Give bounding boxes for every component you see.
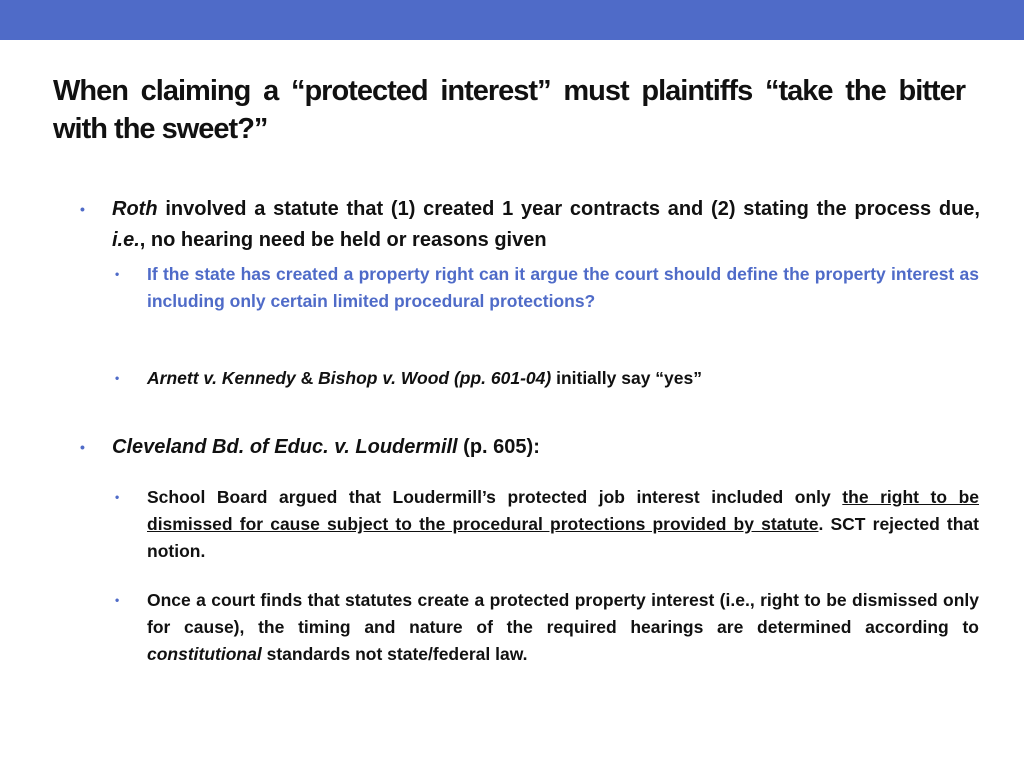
- bullet-dot: •: [115, 490, 120, 504]
- bullet-text: School Board argued that Loudermill’s protected job interest included only: [147, 487, 843, 507]
- ampersand: &: [295, 368, 319, 388]
- bullet-text: , no hearing need be held or reasons given: [139, 229, 547, 251]
- bullet-dot: •: [115, 267, 120, 281]
- sub-bullet-school-board: [115, 484, 980, 565]
- bullet-text: (p. 605):: [457, 436, 540, 458]
- bullet-text: . SCT rejected that notion.: [147, 514, 979, 561]
- case-name-roth: Roth: [112, 198, 158, 220]
- italic-constitutional: constitutional: [147, 644, 262, 664]
- bullet-dot: •: [80, 439, 85, 455]
- case-name-loudermill: Cleveland Bd. of Educ. v. Loudermill: [112, 436, 458, 458]
- bullet-text: standards not state/federal law.: [261, 644, 528, 664]
- sub-bullet-property-right-question: [115, 261, 979, 315]
- bullet-text: involved a statute that (1) created 1 year contracts and (2) stating the process due,: [157, 198, 980, 220]
- bullet-text: initially say “yes”: [551, 368, 702, 388]
- slide-title: When claiming a “protected interest” must plaintiffs “take the bitter with the sweet?”: [53, 75, 965, 145]
- bullet-dot: •: [115, 371, 120, 385]
- bullet-roth: [80, 194, 980, 256]
- bullet-cleveland: [80, 432, 980, 463]
- sub-bullet-once-court: [115, 587, 979, 668]
- bullet-text: If the state has created a property right can it argue the court should define the property interest as including only certain limited procedural protections?: [147, 264, 979, 311]
- abbreviation-ie: i.e.: [112, 229, 140, 251]
- sub-bullet-arnett-bishop: [115, 365, 979, 392]
- bullet-text: Once a court finds that statutes create a protected property interest (i.e., right to be dismissed only for cause), the timing and nature of the required hearings are determined according to: [147, 590, 979, 637]
- underlined-phrase: the right to be dismissed for cause subject to the procedural protections provided by statute: [147, 487, 980, 534]
- bullet-dot: •: [115, 593, 120, 607]
- case-name-arnett: Arnett v. Kennedy: [147, 368, 296, 388]
- case-name-bishop: Bishop v. Wood (pp. 601-04): [318, 368, 552, 388]
- bullet-dot: •: [80, 201, 85, 217]
